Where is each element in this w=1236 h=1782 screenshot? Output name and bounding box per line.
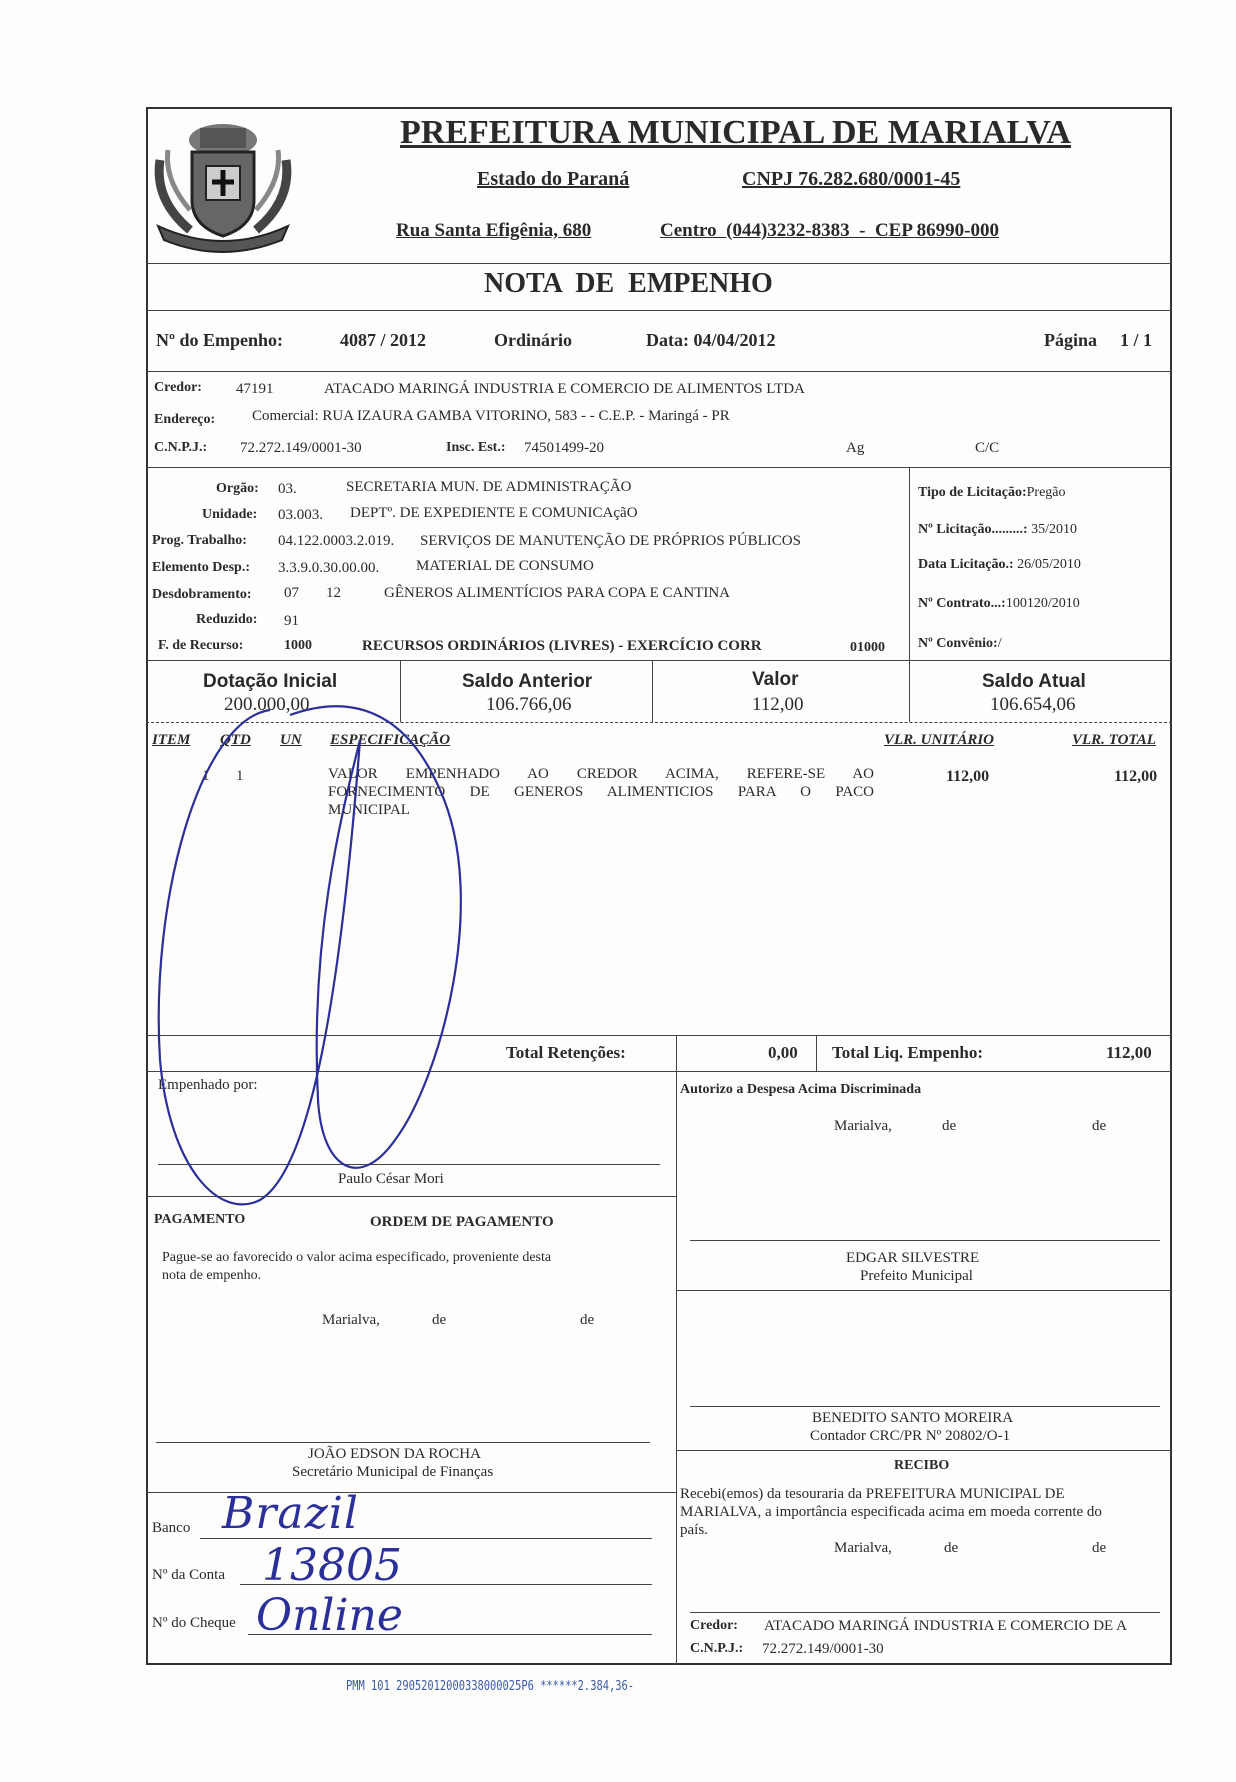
recibo-de2: de <box>1092 1540 1107 1556</box>
contador-role: Contador CRC/PR Nº 20802/O-1 <box>810 1428 1011 1444</box>
handwritten-banco: Brazil <box>222 1488 359 1539</box>
recibo-cnpj-label: C.N.P.J.: <box>690 1641 744 1656</box>
endereco-label: Endereço: <box>154 412 216 427</box>
ordem-label: ORDEM DE PAGAMENTO <box>370 1214 554 1230</box>
convenio-label: Nº Convênio:/ <box>918 636 1002 651</box>
prog-code: 04.122.0003.2.019. <box>278 533 395 549</box>
recibo-text3: país. <box>680 1522 708 1538</box>
liquido-value: 112,00 <box>1106 1043 1152 1062</box>
credor-name: ATACADO MARINGÁ INDUSTRIA E COMERCIO DE ALIMENTOS LTDA <box>324 381 805 397</box>
col-item: ITEM <box>152 732 191 748</box>
recibo-credor-label: Credor: <box>690 1618 738 1633</box>
credor-address: Comercial: RUA IZAURA GAMBA VITORINO, 583 - - C.E.P. - Maringá - PR <box>252 408 730 424</box>
prog-name: SERVIÇOS DE MANUTENÇÃO DE PRÓPRIOS PÚBLICOS <box>420 533 801 549</box>
header-title: PREFEITURA MUNICIPAL DE MARIALVA <box>400 114 1071 151</box>
conta-label: Nº da Conta <box>152 1567 225 1583</box>
orgao-name: SECRETARIA MUN. DE ADMINISTRAÇÃO <box>346 479 632 495</box>
liquido-label: Total Liq. Empenho: <box>832 1043 983 1062</box>
fonte-name: RECURSOS ORDINÁRIOS (LIVRES) - EXERCÍCIO CORR <box>362 638 762 654</box>
footer-code: PMM 101 29052012000338000025P6 ******2.384,36- <box>346 1679 635 1694</box>
col-vlr-total: VLR. TOTAL <box>1072 732 1156 748</box>
financas-name: JOÃO EDSON DA ROCHA <box>308 1446 481 1462</box>
header-cnpj: CNPJ 76.282.680/0001-45 <box>742 168 961 190</box>
pagamento-label: PAGAMENTO <box>154 1212 246 1227</box>
unidade-name: DEPTº. DE EXPEDIENTE E COMUNICAçãO <box>350 505 638 521</box>
dotacao-label: Dotação Inicial <box>203 671 338 692</box>
item-vlr-total: 112,00 <box>1114 768 1158 785</box>
autorizo-de2: de <box>1092 1118 1107 1134</box>
retencoes-label: Total Retenções: <box>506 1043 626 1062</box>
recibo-title: RECIBO <box>894 1458 950 1473</box>
header-state: Estado do Paraná <box>477 168 630 190</box>
pen-signature-mark <box>140 700 500 1220</box>
credor-code: 47191 <box>236 381 274 397</box>
prog-label: Prog. Trabalho: <box>152 533 247 548</box>
header-street: Rua Santa Efigênia, 680 <box>396 220 592 241</box>
retencoes-value: 0,00 <box>768 1043 798 1062</box>
atual-value: 106.654,06 <box>990 694 1076 715</box>
item-qtd: 1 <box>236 768 244 784</box>
reduzido-label: Reduzido: <box>196 612 258 627</box>
desdob-name: GÊNEROS ALIMENTÍCIOS PARA COPA E CANTINA <box>384 585 731 601</box>
prefeito-name: EDGAR SILVESTRE <box>846 1250 980 1266</box>
credor-insc: 74501499-20 <box>524 440 604 456</box>
valor-value: 112,00 <box>752 694 804 715</box>
item-number: 1 <box>202 768 210 784</box>
elemento-label: Elemento Desp.: <box>152 560 250 575</box>
num-licitacao-label: Nº Licitação.........: 35/2010 <box>918 522 1077 537</box>
handwritten-conta: 13805 <box>262 1540 402 1591</box>
recibo-text1: Recebi(emos) da tesouraria da PREFEITURA MUNICIPAL DE <box>680 1486 1065 1502</box>
empenho-type: Ordinário <box>494 330 573 350</box>
col-qtd: QTD <box>220 732 251 748</box>
atual-label: Saldo Atual <box>982 671 1086 692</box>
cheque-label: Nº do Cheque <box>152 1615 236 1631</box>
page-label: Página <box>1044 330 1098 350</box>
tipo-licitacao-label: Tipo de Licitação:Pregão <box>918 485 1066 500</box>
unidade-label: Unidade: <box>202 507 258 522</box>
elemento-code: 3.3.9.0.30.00.00. <box>278 560 380 576</box>
cnpj-label: C.N.P.J.: <box>154 440 208 455</box>
anterior-value: 106.766,06 <box>486 694 572 715</box>
desdob-code1: 07 <box>284 585 299 601</box>
fonte-num: 01000 <box>850 640 885 655</box>
cc-label: C/C <box>975 440 1000 456</box>
valor-label: Valor <box>752 669 799 690</box>
item-espec-line1: VALOR EMPENHADO AO CREDOR ACIMA, REFERE-SE AO <box>328 766 874 782</box>
data-licitacao-label: Data Licitação.: 26/05/2010 <box>918 557 1081 572</box>
empenho-number: 4087 / 2012 <box>340 330 427 350</box>
empenhado-label: Empenhado por: <box>158 1077 258 1093</box>
insc-label: Insc. Est.: <box>446 440 506 455</box>
orgao-label: Orgão: <box>216 481 259 496</box>
prefeito-role: Prefeito Municipal <box>860 1268 973 1284</box>
reduzido-value: 91 <box>284 613 299 629</box>
col-un: UN <box>280 732 302 748</box>
coat-of-arms-logo <box>150 110 296 258</box>
autorizo-city: Marialva, <box>834 1118 892 1134</box>
desdob-label: Desdobramento: <box>152 587 252 602</box>
item-espec-line3: MUNICIPAL <box>328 802 410 818</box>
fonte-label: F. de Recurso: <box>158 638 244 653</box>
desdob-code2: 12 <box>326 585 341 601</box>
credor-label: Credor: <box>154 380 202 395</box>
pagamento-city: Marialva, <box>322 1312 380 1328</box>
unidade-code: 03.003. <box>278 507 323 523</box>
header-address: Centro (044)3232-8383 - CEP 86990-000 <box>660 220 999 241</box>
recibo-cnpj: 72.272.149/0001-30 <box>762 1641 884 1657</box>
empenhado-name: Paulo César Mori <box>338 1171 444 1187</box>
orgao-code: 03. <box>278 481 297 497</box>
pagamento-text1: Pague-se ao favorecido o valor acima especificado, proveniente desta <box>162 1250 552 1265</box>
anterior-label: Saldo Anterior <box>462 671 593 692</box>
pagamento-text2: nota de empenho. <box>162 1268 262 1283</box>
fonte-code: 1000 <box>284 638 312 653</box>
item-vlr-unit: 112,00 <box>946 768 990 785</box>
autorizo-label: Autorizo a Despesa Acima Discriminada <box>680 1082 922 1097</box>
empenho-label: Nº do Empenho: <box>156 330 283 350</box>
recibo-text2: MARIALVA, a importância especificada acima em moeda corrente do <box>680 1504 1102 1520</box>
pagamento-de2: de <box>580 1312 595 1328</box>
empenho-date: Data: 04/04/2012 <box>646 330 776 350</box>
col-espec: ESPECIFICAÇÃO <box>330 732 451 748</box>
col-vlr-unit: VLR. UNITÁRIO <box>884 732 995 748</box>
dotacao-value: 200.000,00 <box>224 694 310 715</box>
autorizo-de1: de <box>942 1118 957 1134</box>
contrato-label: Nº Contrato...:100120/2010 <box>918 596 1080 611</box>
item-espec-line2: FORNECIMENTO DE GENEROS ALIMENTICIOS PARA O PACO <box>328 784 874 800</box>
credor-cnpj: 72.272.149/0001-30 <box>240 440 362 456</box>
recibo-city: Marialva, <box>834 1540 892 1556</box>
pagamento-de1: de <box>432 1312 447 1328</box>
financas-role: Secretário Municipal de Finanças <box>292 1464 494 1480</box>
recibo-de1: de <box>944 1540 959 1556</box>
elemento-name: MATERIAL DE CONSUMO <box>416 558 594 574</box>
handwritten-cheque: Online <box>256 1590 403 1641</box>
document-title: NOTA DE EMPENHO <box>484 268 773 299</box>
ag-label: Ag <box>846 440 865 456</box>
contador-name: BENEDITO SANTO MOREIRA <box>812 1410 1014 1426</box>
page-number: 1 / 1 <box>1120 330 1153 350</box>
banco-label: Banco <box>152 1520 191 1536</box>
recibo-credor: ATACADO MARINGÁ INDUSTRIA E COMERCIO DE A <box>764 1618 1127 1634</box>
